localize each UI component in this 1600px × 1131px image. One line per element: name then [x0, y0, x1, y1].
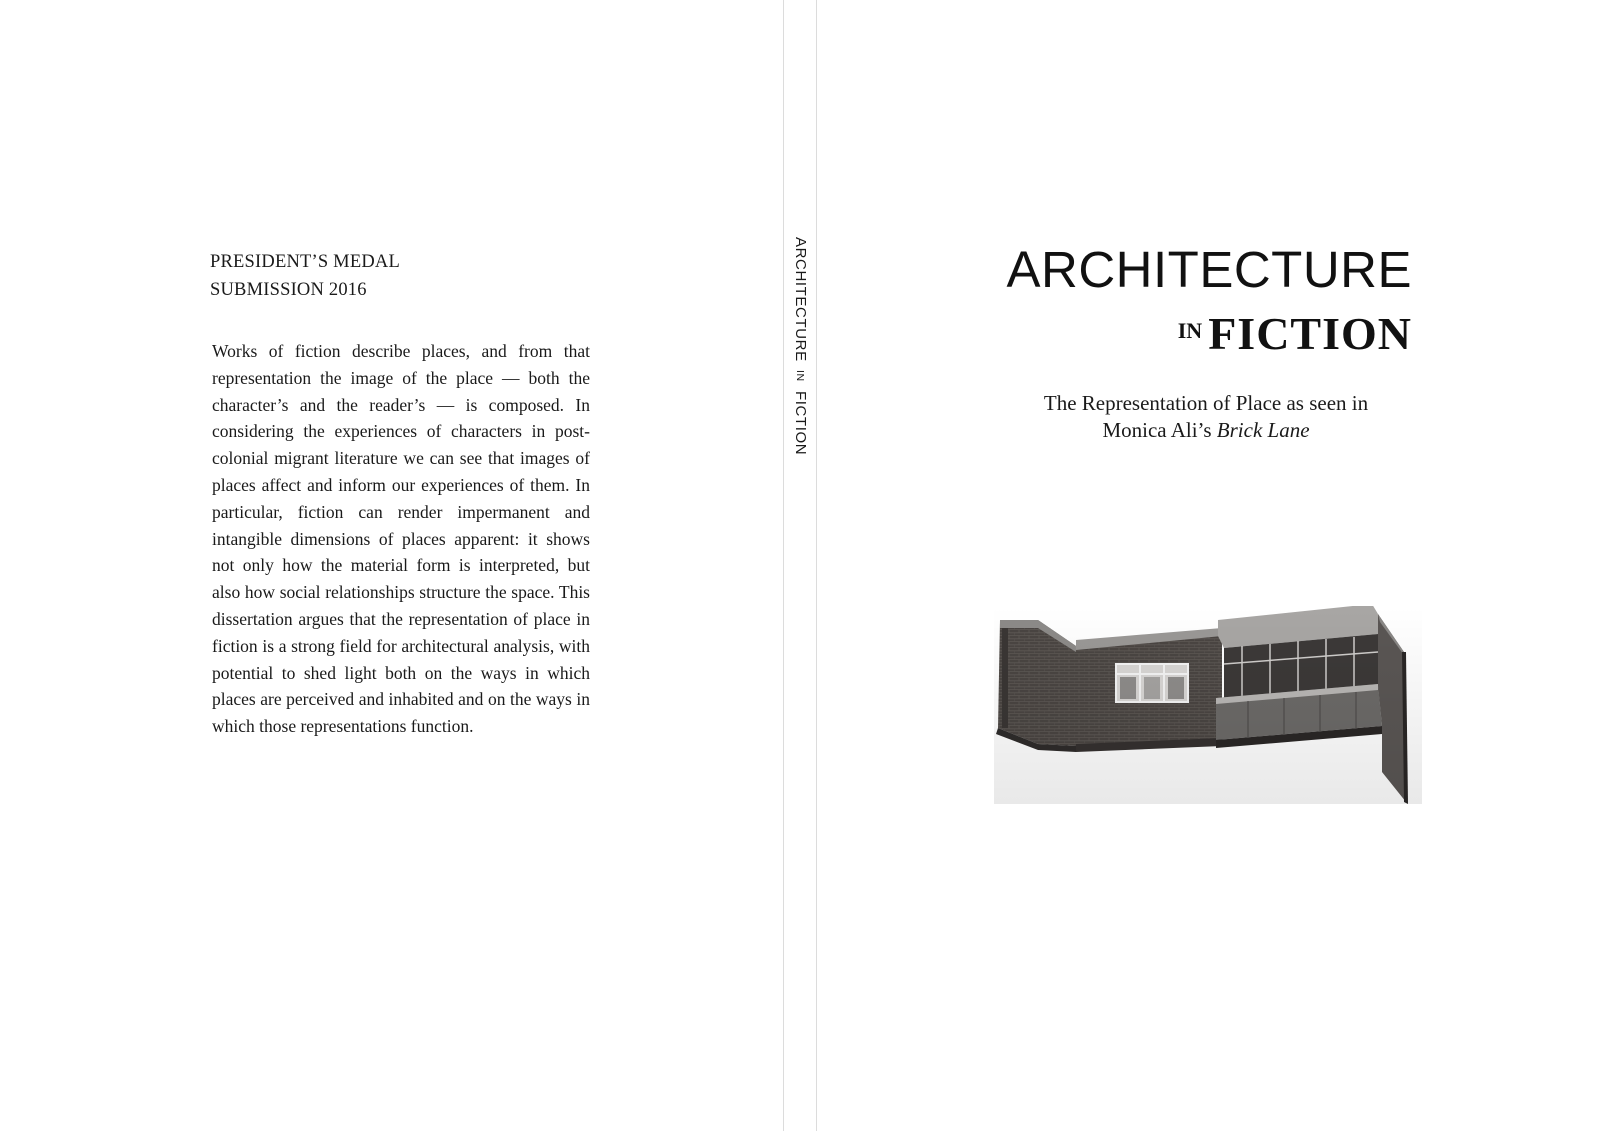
- building-photo: [994, 606, 1422, 804]
- subtitle-line-1: The Representation of Place as seen in: [1043, 391, 1369, 415]
- cover-title-in: IN: [1177, 318, 1203, 343]
- front-cover: [816, 0, 1600, 1131]
- spine-title-end: FICTION: [792, 390, 809, 456]
- cover-subtitle: [1006, 390, 1406, 444]
- abstract-text: Works of fiction describe places, and from that representation the image of the place — both the character’s and the reader’s — is composed. In considering the experiences of characters in post-colonial migrant literature we can see that images of places affect and inform our experiences of them. In particular, fiction can render impermanent and intangible dimensions of places apparent: it shows not only how the material form is interpreted, but also how social relationships structure the space. This dissertation argues that the representation of place in fiction is a strong field for architectural analysis, with potential to shed light both on the ways in which places are perceived and inhabited and on the ways in which those representations function.: [212, 341, 590, 737]
- cover-title-fiction: FICTION: [1208, 308, 1412, 359]
- subtitle-author: Monica Ali’s: [1102, 418, 1217, 442]
- medal-line-1: PRESIDENT’S MEDAL: [210, 252, 400, 272]
- back-cover: [0, 0, 782, 1131]
- cover-title-main: ARCHITECTURE: [1006, 241, 1412, 298]
- cover-title-sub: [1178, 307, 1412, 360]
- spine-title-main: ARCHITECTURE: [792, 237, 809, 362]
- book-spine: [783, 0, 817, 1131]
- medal-submission-label: [210, 248, 400, 304]
- spine-title-in: IN: [794, 370, 806, 383]
- subtitle-line-2: [1006, 417, 1406, 444]
- spine-title: [784, 237, 816, 455]
- subtitle-book-title: Brick Lane: [1216, 418, 1310, 442]
- medal-line-2: SUBMISSION 2016: [210, 280, 367, 300]
